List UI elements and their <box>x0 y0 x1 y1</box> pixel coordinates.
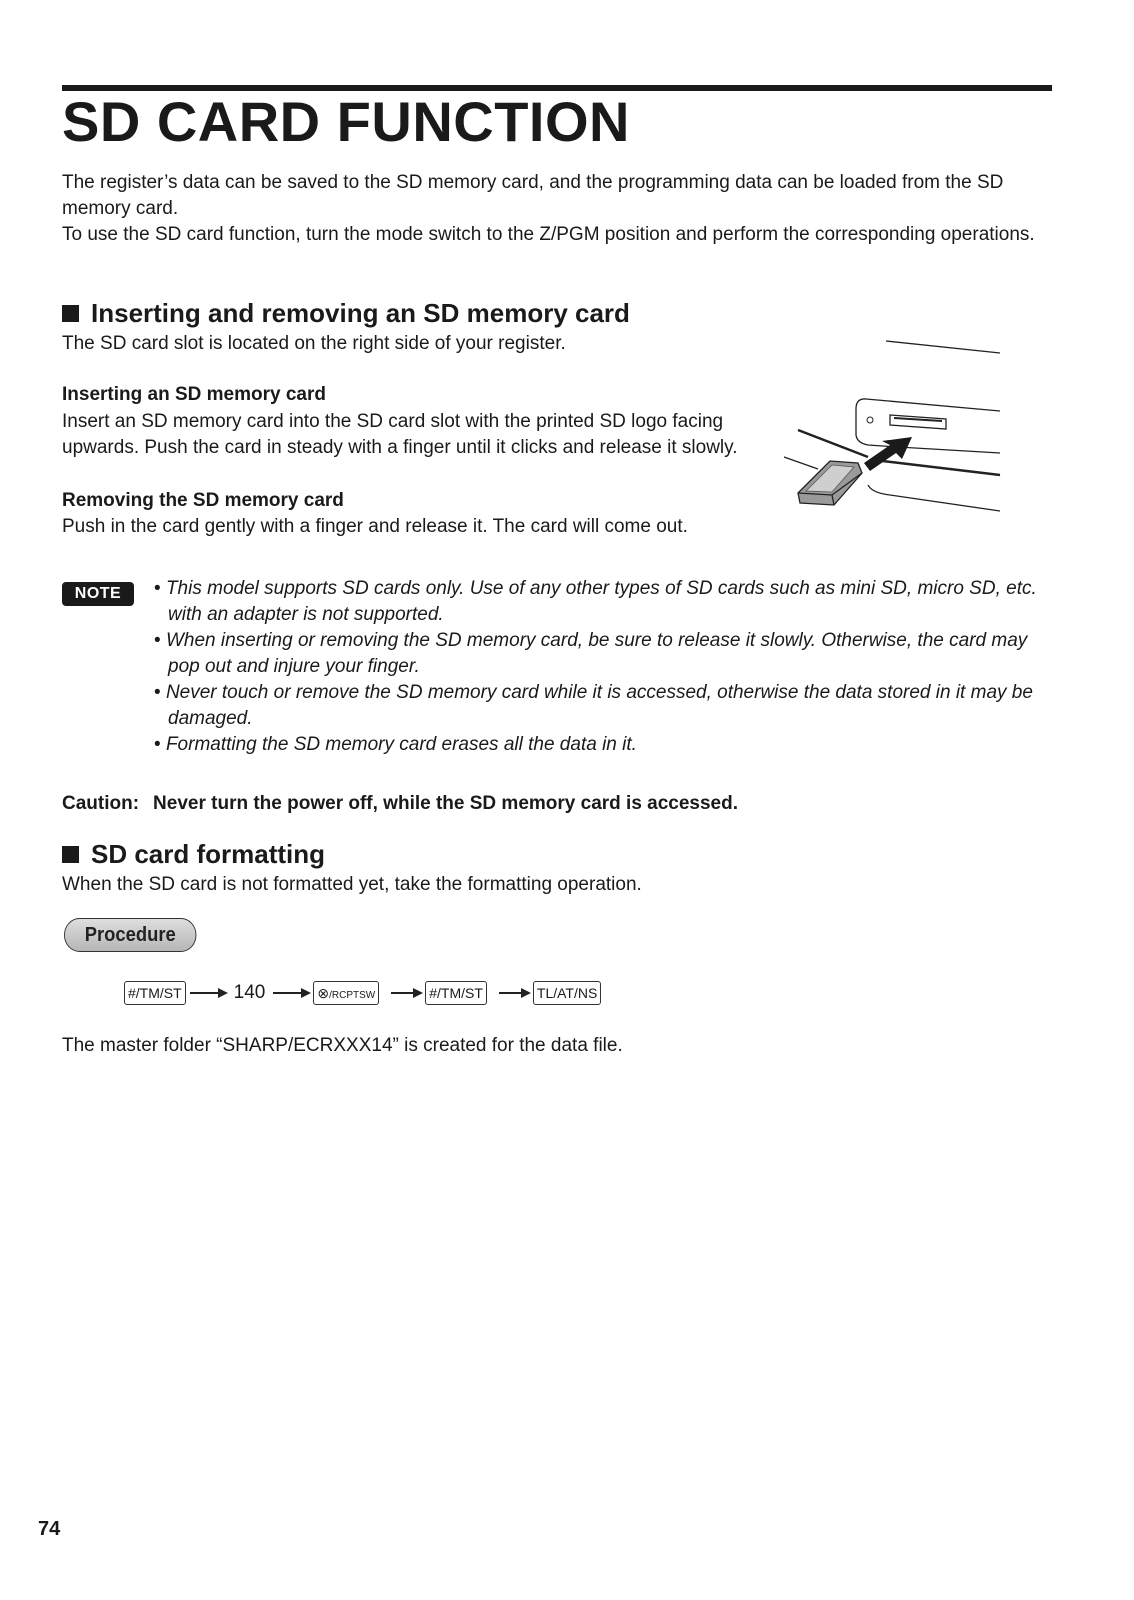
master-folder-text: The master folder “SHARP/ECRXXX14” is created for the data file. <box>62 1035 623 1056</box>
inserting-text-line-1: Insert an SD memory card into the SD card slot with the printed SD logo facing <box>62 411 724 432</box>
note-badge: NOTE <box>62 582 134 606</box>
caution-label: Caution: <box>62 793 140 814</box>
note-list <box>154 576 1054 758</box>
void-symbol-icon: ⊗ <box>317 985 330 1001</box>
removing-subheading: Removing the SD memory card <box>62 490 344 511</box>
note-item: • When inserting or removing the SD memory card, be sure to release it slowly. Otherwise, the card may pop out and injure your finger. <box>154 628 1054 680</box>
section-heading-formatting <box>62 838 325 870</box>
page-number: 74 <box>38 1518 61 1540</box>
key-sequence <box>124 980 601 1006</box>
sd-card-insertion-illustration <box>778 335 1038 530</box>
caution-text: Never turn the power off, while the SD memory card is accessed. <box>153 793 739 814</box>
arrow-right-icon <box>391 992 421 994</box>
removing-text: Push in the card gently with a finger and release it. The card will come out. <box>62 516 688 537</box>
arrow-right-icon <box>190 992 226 994</box>
note-item: • Never touch or remove the SD memory card while it is accessed, otherwise the data stored in it may be damaged. <box>154 680 1054 732</box>
inserting-text-line-2: upwards. Push the card in steady with a finger until it clicks and release it slowly. <box>62 437 738 458</box>
note-item: • Formatting the SD memory card erases all the data in it. <box>154 732 1054 758</box>
procedure-label: Procedure <box>64 918 196 952</box>
key-rcptsw-text: /RCPTSW <box>329 990 376 1001</box>
note-item: • This model supports SD cards only. Use of any other types of SD cards such as mini SD, micro SD, etc. with an adapter is not supported. <box>154 576 1054 628</box>
formatting-desc: When the SD card is not formatted yet, take the formatting operation. <box>62 874 642 895</box>
arrow-right-icon <box>273 992 309 994</box>
intro <box>62 170 1052 248</box>
key-void-rcptsw <box>313 981 379 1005</box>
section-heading-text: Inserting and removing an SD memory card <box>91 298 630 328</box>
arrow-right-icon <box>499 992 529 994</box>
key-tm-st: #/TM/ST <box>425 981 487 1005</box>
slot-location-text: The SD card slot is located on the right side of your register. <box>62 333 566 354</box>
sequence-number: 140 <box>233 982 266 1003</box>
square-bullet-icon <box>62 846 79 863</box>
caution-line <box>62 791 738 817</box>
section-heading-insert-remove <box>62 297 630 329</box>
intro-paragraph-1: The register’s data can be saved to the SD memory card, and the programming data can be loaded from the SD memory card. <box>62 172 1004 219</box>
intro-paragraph-2: To use the SD card function, turn the mode switch to the Z/PGM position and perform the corresponding operations. <box>62 224 1035 245</box>
inserting-subheading: Inserting an SD memory card <box>62 384 326 405</box>
key-tm-st: #/TM/ST <box>124 981 186 1005</box>
square-bullet-icon <box>62 305 79 322</box>
section-heading-text: SD card formatting <box>91 839 326 869</box>
page-title: SD CARD FUNCTION <box>62 90 630 153</box>
key-tl-at-ns: TL/AT/NS <box>533 981 601 1005</box>
